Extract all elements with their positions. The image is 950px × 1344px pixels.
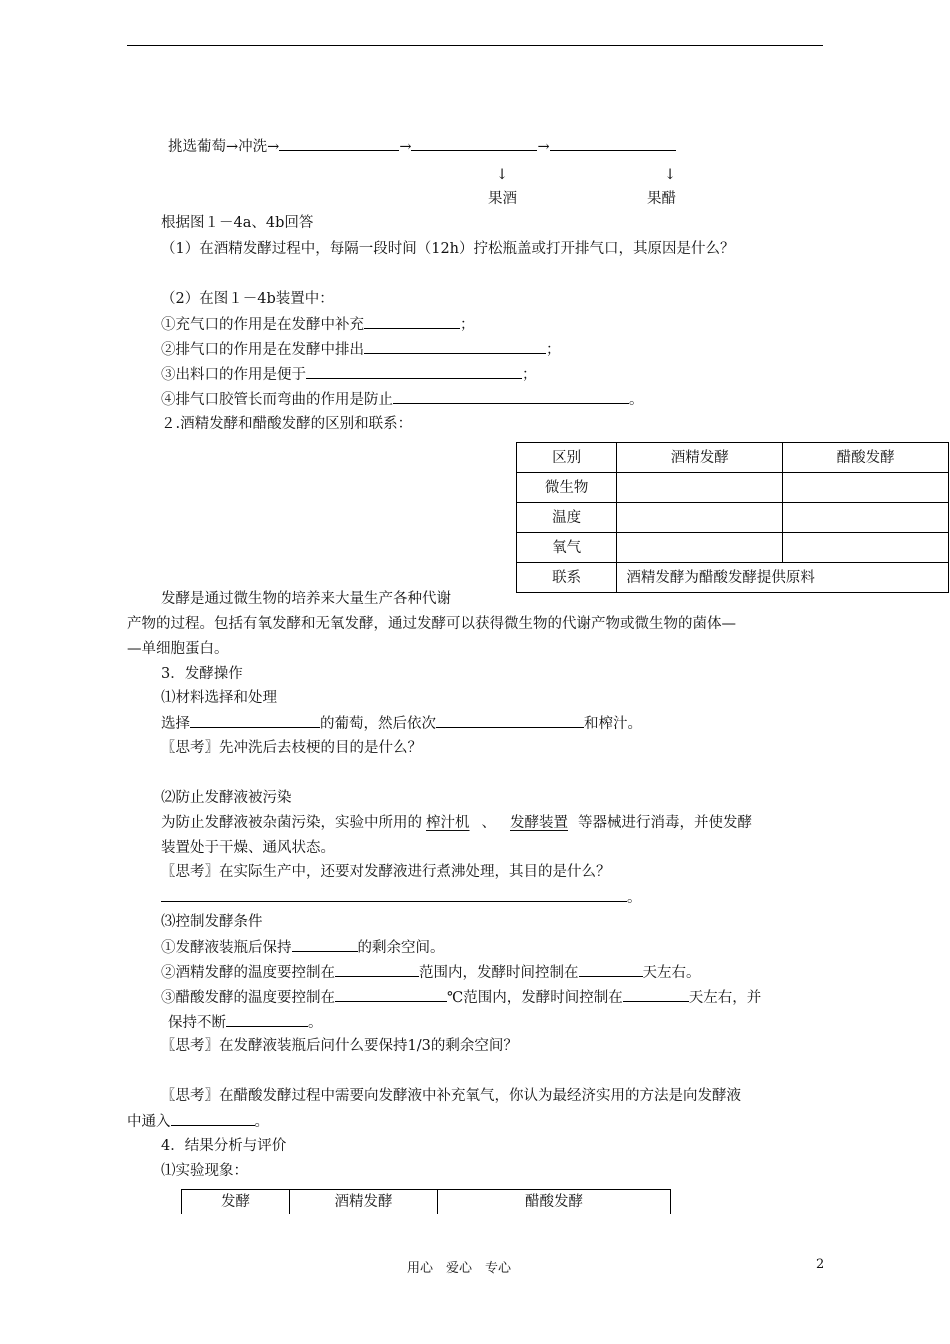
comparison-table: [516, 442, 949, 593]
results-table: [181, 1189, 671, 1214]
blank-tube[interactable]: [393, 389, 629, 404]
blank-oxygen-source[interactable]: [171, 1111, 255, 1126]
flow-output-vinegar: 果醋: [647, 191, 676, 207]
footer-motto: 用心 爱心 专心: [407, 1261, 512, 1276]
table-row: [182, 1190, 671, 1215]
item-discharge: ③出料口的作用是便于 ；: [161, 364, 537, 385]
condition-2: ②酒精发酵的温度要控制在 范围内，发酵时间控制在 天左右。: [161, 962, 701, 983]
think-question-3: 〖思考〗在发酵液装瓶后问什么要保持1/3的剩余空间？: [161, 1038, 518, 1054]
blank-outlet[interactable]: [364, 339, 546, 354]
think-question-2: 〖思考〗在实际生产中，还要对发酵液进行煮沸处理，其目的是什么？: [161, 864, 611, 880]
condition-3-cont: 保持不断 。: [168, 1012, 323, 1033]
flow-blank-3[interactable]: [550, 136, 676, 151]
flow-blank-1[interactable]: [279, 136, 399, 151]
table-row-label: 温度: [517, 503, 617, 533]
blank-inlet[interactable]: [364, 314, 460, 329]
table-header-cell: 醋酸发酵: [783, 443, 949, 473]
material-line: 选择 的葡萄，然后依次 和榨汁。: [161, 713, 642, 734]
table-row: [517, 563, 949, 593]
blank-answer[interactable]: [161, 887, 627, 902]
blank-days[interactable]: [623, 987, 689, 1002]
flow-blank-2[interactable]: [411, 136, 537, 151]
blank-space[interactable]: [292, 937, 358, 952]
blank-temperature[interactable]: [335, 962, 419, 977]
think-question-4: 〖思考〗在醋酸发酵过程中需要向发酵液中补充氧气，你认为最经济实用的方法是向发酵液: [161, 1088, 741, 1104]
underlined-fermenter: 发酵装置: [510, 815, 568, 831]
think-question-1: 〖思考〗先冲洗后去枝梗的目的是什么？: [161, 740, 422, 756]
table-row: [517, 443, 949, 473]
question-2: （2）在图１－4b装置中：: [161, 291, 334, 307]
table-cell-blank[interactable]: [617, 533, 783, 563]
flow-output-wine: 果酒: [488, 191, 517, 207]
subsection-contamination: ⑵防止发酵液被污染: [161, 790, 292, 806]
table-row: [517, 473, 949, 503]
table-row-label: 氧气: [517, 533, 617, 563]
table-cell-blank[interactable]: [617, 503, 783, 533]
table-cell-blank[interactable]: [783, 473, 949, 503]
table-header-cell: 醋酸发酵: [438, 1190, 671, 1215]
underlined-juicer: 榨汁机: [426, 815, 470, 831]
table-cell-blank[interactable]: [617, 473, 783, 503]
blank-days[interactable]: [579, 962, 643, 977]
paragraph-line-2: 产物的过程。包括有氧发酵和无氧发酵，通过发酵可以获得微生物的代谢产物或微生物的菌体—: [127, 616, 736, 632]
table-cell-blank[interactable]: [783, 503, 949, 533]
item-tube: ④排气口胶管长而弯曲的作用是防止 。: [161, 389, 644, 410]
contamination-line-1: 为防止发酵液被杂菌污染，实验中所用的 榨汁机 、 发酵装置 等器械进行消毒，并使发酵: [161, 815, 752, 831]
flow-step-1: 挑选葡萄: [168, 139, 226, 155]
header-rule: [127, 45, 823, 46]
section-2-title: ２.酒精发酵和醋酸发酵的区别和联系：: [161, 416, 413, 432]
think-question-4-cont: 中通入 。: [127, 1111, 269, 1132]
table-row-label: 联系: [517, 563, 617, 593]
question-1: （1）在酒精发酵过程中，每隔一段时间（12h）拧松瓶盖或打开排气口，其原因是什么？: [161, 241, 735, 257]
blank-grape-choice[interactable]: [190, 713, 320, 728]
flow-arrow: →: [226, 139, 239, 155]
flow-arrow: →: [399, 139, 412, 155]
section-4-title: 4．结果分析与评价: [161, 1138, 287, 1154]
subsection-material: ⑴材料选择和处理: [161, 690, 277, 706]
think-answer-line: 。: [161, 887, 642, 908]
table-row: [517, 503, 949, 533]
paragraph-line-1: 发酵是通过微生物的培养来大量生产各种代谢: [161, 591, 451, 607]
flow-line: [168, 136, 676, 157]
table-link-value: 酒精发酵为醋酸发酵提供原料: [617, 563, 949, 593]
flow-step-2: 冲洗: [238, 139, 268, 155]
question-intro: 根据图１－4a、4b回答: [161, 215, 314, 231]
down-arrow-1: ↓: [496, 167, 509, 183]
item-outlet: ②排气口的作用是在发酵中排出 ；: [161, 339, 561, 360]
flow-arrow: →: [267, 139, 280, 155]
table-header-cell: 酒精发酵: [290, 1190, 438, 1215]
subsection-conditions: ⑶控制发酵条件: [161, 914, 263, 930]
section-3-title: 3．发酵操作: [161, 666, 243, 682]
table-header-cell: 发酵: [182, 1190, 290, 1215]
page-number: 2: [816, 1257, 825, 1272]
condition-1: ①发酵液装瓶后保持 的剩余空间。: [161, 937, 445, 958]
blank-process-order[interactable]: [436, 713, 584, 728]
flow-arrow: →: [537, 139, 550, 155]
blank-temperature[interactable]: [335, 987, 447, 1002]
table-header-cell: 酒精发酵: [617, 443, 783, 473]
table-row-label: 微生物: [517, 473, 617, 503]
table-row: [517, 533, 949, 563]
item-inlet: ①充气口的作用是在发酵中补充 ；: [161, 314, 475, 335]
contamination-line-2: 装置处于干燥、通风状态。: [161, 840, 335, 856]
condition-3: ③醋酸发酵的温度要控制在 ℃范围内，发酵时间控制在 天左右，并: [161, 987, 761, 1008]
subsection-phenomena: ⑴实验现象：: [161, 1163, 248, 1179]
paragraph-line-3: —单细胞蛋白。: [127, 641, 229, 657]
blank-discharge[interactable]: [306, 364, 522, 379]
table-cell-blank[interactable]: [783, 533, 949, 563]
blank-aeration[interactable]: [226, 1012, 308, 1027]
down-arrow-2: ↓: [664, 167, 677, 183]
table-header-cell: 区别: [517, 443, 617, 473]
